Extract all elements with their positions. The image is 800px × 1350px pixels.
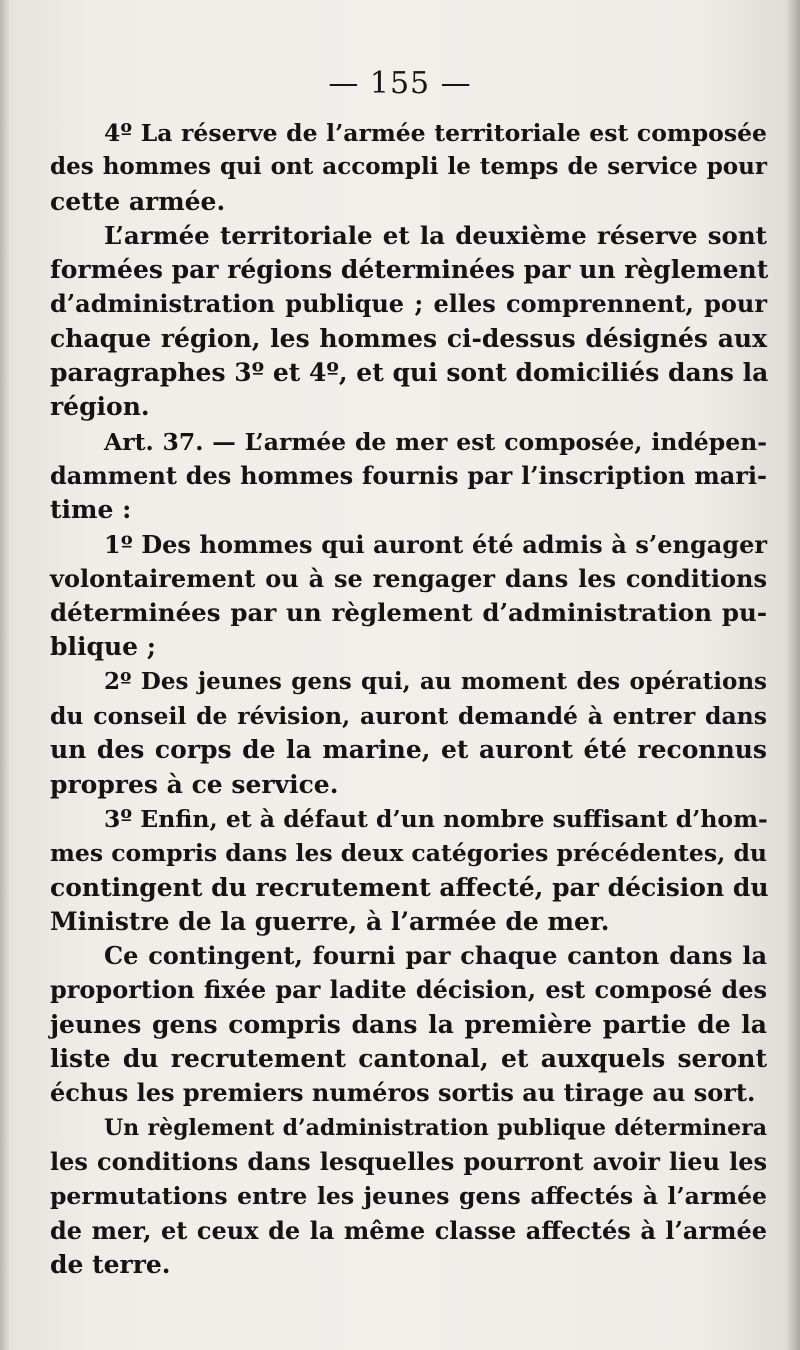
text-line: région.	[50, 392, 150, 422]
text-line: formées par régions déterminées par un règlement	[50, 255, 769, 285]
text-line: 1º Des hommes qui auront été admis à s’engager	[104, 529, 767, 559]
page-shadow-left	[0, 0, 10, 1350]
paragraph-item-2	[50, 665, 767, 802]
text-line: des hommes qui ont accompli le temps de service pour	[50, 153, 767, 181]
text-line: jeunes gens compris dans la première partie de la	[50, 1009, 767, 1039]
paragraph-regions	[50, 219, 769, 425]
text-line: chaque région, les hommes ci-dessus désignés aux	[50, 323, 767, 353]
text-line: Un règlement d’administration publique déterminera	[104, 1114, 767, 1141]
text-line: L’armée territoriale et la deuxième réserve sont	[104, 220, 767, 250]
text-line: échus les premiers numéros sortis au tirage au sort.	[50, 1078, 756, 1108]
text-line: permutations entre les jeunes gens affectés à l’armée	[50, 1182, 767, 1211]
text-line: un des corps de la marine, et auront été reconnus	[50, 735, 767, 765]
text-line: 4º La réserve de l’armée territoriale est composée	[104, 119, 767, 147]
text-line: déterminées par un règlement d’administration pu-	[50, 598, 767, 628]
paragraph-reserve-territoriale	[50, 116, 767, 219]
text-line: proportion fixée par ladite décision, est composé des	[50, 975, 767, 1005]
text-line: mes compris dans les deux catégories précédentes, du	[50, 839, 767, 868]
paragraph-contingent	[50, 939, 767, 1110]
text-line: 3º Enfin, et à défaut d’un nombre suffisant d’hom-	[104, 804, 768, 833]
text-line: damment des hommes fournis par l’inscription mari-	[50, 460, 767, 490]
body-text	[50, 116, 769, 1282]
text-line: propres à ce service.	[50, 769, 339, 799]
text-line: cette armée.	[50, 186, 226, 216]
text-line: Ce contingent, fourni par chaque canton dans la	[104, 941, 767, 971]
text-line: liste du recrutement cantonal, et auxquels seront	[50, 1044, 767, 1074]
text-line: paragraphes 3º et 4º, et qui sont domiciliés dans la	[50, 358, 769, 388]
paragraph-item-3	[50, 802, 769, 939]
text-line: contingent du recrutement affecté, par décision du	[50, 872, 769, 902]
text-line: de mer, et ceux de la même classe affectés à l’armée	[50, 1215, 767, 1245]
text-line: les conditions dans lesquelles pourront avoir lieu les	[50, 1146, 767, 1176]
text-line: volontairement ou à se rengager dans les conditions	[50, 563, 767, 593]
text-line: 2º Des jeunes gens qui, au moment des opérations	[104, 667, 767, 695]
page-shadow-right	[786, 0, 800, 1350]
text-line: Ministre de la guerre, à l’armée de mer.	[50, 906, 610, 936]
page-number: — 155 —	[328, 66, 472, 101]
text-line: Art. 37. — L’armée de mer est composée, indépen-	[104, 427, 767, 456]
paragraph-item-1	[50, 528, 767, 665]
paragraph-article-37	[50, 425, 767, 528]
paragraph-permutations	[50, 1111, 767, 1282]
text-line: de terre.	[50, 1249, 171, 1279]
text-line: time :	[50, 495, 132, 525]
text-line: blique ;	[50, 632, 156, 662]
text-line: d’administration publique ; elles comprennent, pour	[50, 289, 767, 319]
text-line: du conseil de révision, auront demandé à entrer dans	[50, 702, 767, 731]
